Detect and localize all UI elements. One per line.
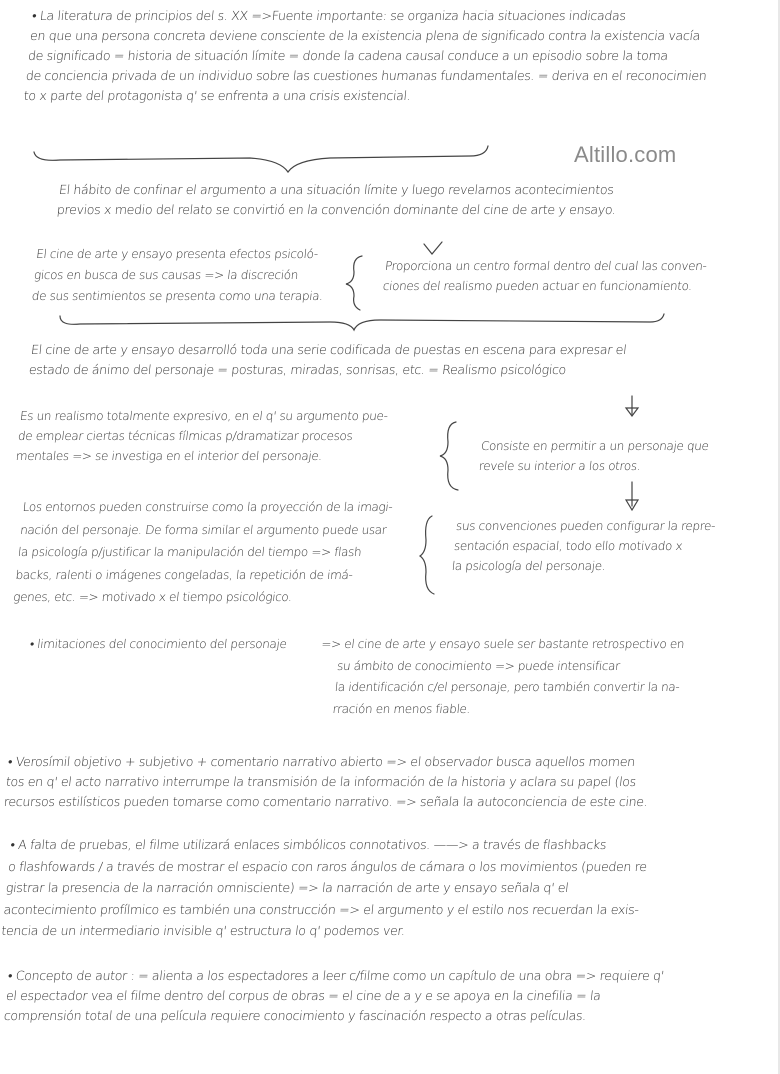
psych-effects-left	[31, 244, 329, 307]
brace-environments	[420, 516, 434, 594]
text-line: de conciencia privada de un individuo sobre las cuestiones humanas fundamentales. = deriva en el reconocimien	[25, 68, 708, 83]
text-line: tos en q' el acto narrativo interrumpe la transmisión de la información de la historia y aclara su papel (los	[5, 774, 637, 789]
intro-paragraph	[23, 6, 714, 106]
text-line: ciones del realismo pueden actuar en funcionamiento.	[382, 279, 693, 293]
text-line: sentación espacial, todo ello motivado x	[453, 539, 684, 553]
expressive-left	[15, 406, 389, 466]
text-line: rración en menos fiable.	[331, 701, 471, 716]
text-line: de significado = historia de situación límite = donde la cadena causal conduce a un episodio sobre la toma	[27, 48, 669, 63]
text-line: de sus sentimientos se presenta como una terapia.	[31, 289, 324, 303]
text-line: El cine de arte y ensayo desarrolló toda una serie codificada de puestas en escena para expresar el	[30, 342, 628, 357]
arrow-2-head	[626, 500, 638, 510]
text-line: • limitaciones del conocimiento del personaje	[29, 637, 288, 651]
brace-psych-under	[60, 314, 664, 330]
habit-paragraph	[56, 180, 619, 220]
text-line: sus convenciones pueden configurar la repre-	[455, 519, 716, 533]
limitations-text	[313, 634, 685, 720]
environments-right	[451, 516, 716, 576]
text-line: la psicología del personaje.	[451, 559, 607, 573]
text-line: comprensión total de una película requiere conocimiento y fascinación respecto a otras películas.	[3, 1008, 587, 1023]
text-line: recursos estilísticos pueden tomarse como comentario narrativo. => señala la autoconciencia de este cine.	[3, 794, 649, 809]
arrow-1-head	[626, 408, 638, 416]
text-line: acontecimiento profílmico es también una construcción => el argumento y el estilo nos recuerdan la exis-	[2, 901, 640, 917]
text-line: El cine de arte y ensayo presenta efectos psicoló-	[35, 247, 319, 261]
text-line: mentales => se investiga en el interior del personaje.	[15, 449, 323, 463]
brace-expressive	[440, 422, 458, 490]
codified-paragraph	[28, 340, 627, 380]
falta-paragraph	[0, 834, 650, 942]
text-line: backs, ralenti o imágenes congeladas, la repetición de imá-	[14, 567, 354, 582]
psych-effects-right	[382, 256, 708, 296]
brace-intro	[34, 146, 488, 172]
text-line: gistrar la presencia de la narración omnisciente) => la narración de arte y ensayo señala q' el	[5, 880, 570, 895]
text-line: El hábito de confinar el argumento a una situación límite y luego revelarnos acontecimientos	[58, 182, 615, 197]
text-line: revele su interior a los otros.	[478, 459, 641, 473]
text-line: Es un realismo totalmente expresivo, en el q' su argumento pue-	[19, 409, 389, 423]
text-line: estado de ánimo del personaje = posturas, miradas, sonrisas, etc. = Realismo psicológico	[28, 362, 567, 377]
text-line: • Verosímil objetivo + subjetivo + comentario narrativo abierto => el observador busca aquellos momen	[7, 754, 636, 769]
text-line: to x parte del protagonista q' se enfrenta a una crisis existencial.	[23, 88, 412, 103]
text-line: gicos en busca de sus causas => la discreción	[33, 268, 299, 282]
text-line: Los entornos pueden construirse como la proyección de la imagi-	[22, 500, 394, 514]
autor-paragraph	[3, 966, 665, 1026]
text-line: tencia de un intermediario invisible q' estructura lo q' podemos ver.	[0, 923, 406, 938]
text-line: la psicología p/justificar la manipulación del tiempo => flash	[17, 545, 363, 559]
check-mark	[424, 242, 442, 254]
text-line: genes, etc. => motivado x el tiempo psicológico.	[12, 590, 293, 604]
watermark: Altillo.com	[574, 142, 677, 167]
text-line: de emplear ciertas técnicas fílmicas p/dramatizar procesos	[17, 429, 354, 443]
brace-psych	[346, 256, 362, 310]
text-line: => el cine de arte y ensayo suele ser bastante retrospectivo en	[320, 637, 685, 651]
text-line: Proporciona un centro formal dentro del cual las conven-	[384, 259, 708, 273]
text-line: o flashfowards / a través de mostrar el espacio con raros ángulos de cámara o los movimientos (pueden re	[7, 858, 648, 874]
text-line: su ámbito de conocimiento => puede intensificar	[336, 658, 621, 673]
limitations-label	[29, 634, 288, 654]
text-line: en que una persona concreta deviene consciente de la existencia plena de significado contra la existencia vacía	[29, 28, 701, 43]
text-line: nación del personaje. De forma similar el argumento puede usar	[19, 522, 388, 537]
text-line: • La literatura de principios del s. XX =>Fuente importante: se organiza hacia situaciones indicadas	[31, 8, 627, 23]
text-line: la identificación c/el personaje, pero también convertir la na-	[334, 680, 681, 694]
expressive-right	[478, 436, 710, 476]
verosimil-paragraph	[3, 752, 653, 812]
text-line: Consiste en permitir a un personaje que	[480, 439, 710, 453]
text-line: • A falta de pruebas, el filme utilizará enlaces simbólicos connotativos. ——> a través de flashbacks	[9, 837, 607, 852]
text-line: previos x medio del relato se convirtió en la convención dominante del cine de arte y ensayo.	[56, 202, 617, 217]
text-line: el espectador vea el filme dentro del corpus de obras = el cine de a y e se apoya en la cinefilia = la	[5, 988, 602, 1003]
environments-left	[12, 496, 393, 609]
text-line: • Concepto de autor : = alienta a los espectadores a leer c/filme como un capítulo de una obra => requiere q'	[7, 968, 665, 983]
